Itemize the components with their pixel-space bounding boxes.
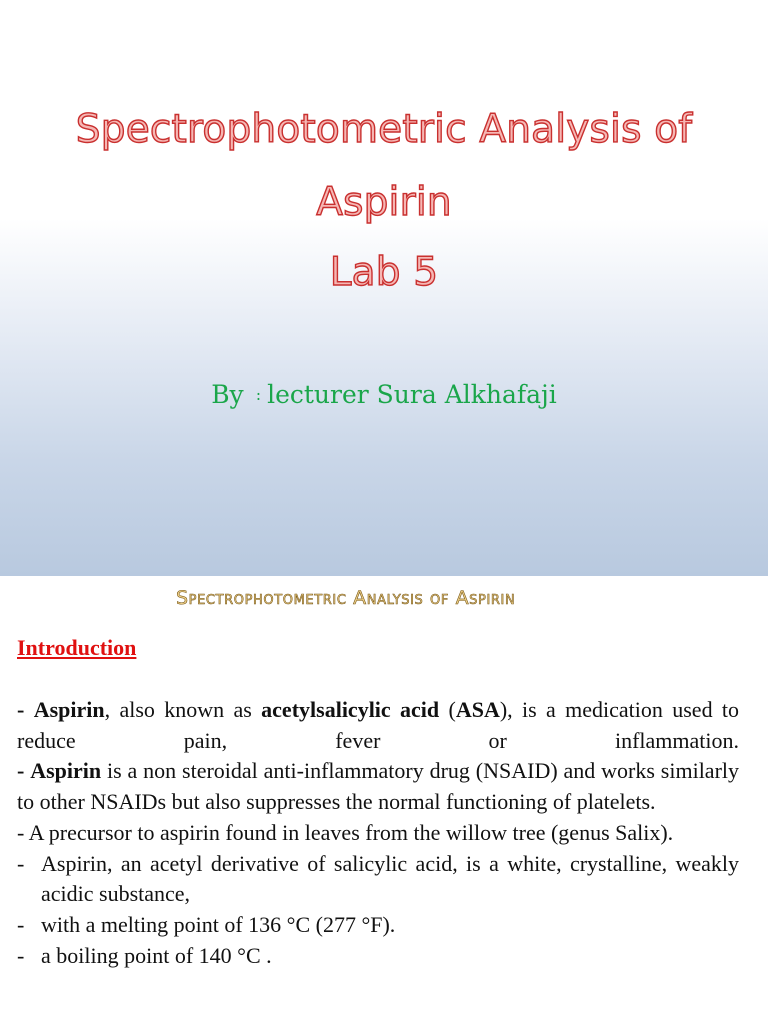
bullet-dash: - xyxy=(17,850,25,876)
bullet-text: with a melting point of 136 °C (277 °F). xyxy=(41,911,396,937)
bullet-item xyxy=(17,910,739,941)
paragraph-text: ), is a medication used to reduce pain, fever or inflammation. xyxy=(17,697,740,753)
slide-title: Spectrophotometric Analysis of Aspirin xyxy=(176,587,516,609)
slide-body xyxy=(17,695,739,971)
author-byline xyxy=(0,380,768,409)
paragraph-aspirin-definition xyxy=(17,695,739,756)
paragraph-precursor: - A precursor to aspirin found in leaves from the willow tree (genus Salix). xyxy=(17,819,674,845)
paragraph-nsaid xyxy=(17,756,739,817)
paragraph-text: , also known as xyxy=(104,697,252,722)
title-line-1: Spectrophotometric Analysis of xyxy=(75,107,693,152)
paragraph-dash: - xyxy=(17,758,25,784)
bullet-item xyxy=(17,941,739,972)
byline-colon: : xyxy=(255,385,262,404)
title-line-3: Lab 5 xyxy=(329,250,439,295)
term-aspirin: Aspirin xyxy=(33,697,105,722)
term-acetylsalicylic-acid: acetylsalicylic acid xyxy=(261,697,440,722)
by-label: By xyxy=(211,380,244,409)
introduction-slide xyxy=(0,576,768,1024)
term-asa: ASA xyxy=(455,697,500,722)
section-heading: Introduction xyxy=(17,635,137,660)
term-aspirin: Aspirin xyxy=(30,758,102,784)
bullet-item xyxy=(17,849,739,910)
paragraph-dash: - xyxy=(17,697,25,722)
title-line-2: Aspirin xyxy=(316,180,452,225)
bullet-dash: - xyxy=(17,942,25,968)
bullet-dash: - xyxy=(17,911,25,937)
bullet-text: Aspirin, an acetyl derivative of salicylic acid, is a white, crystalline, weakly acidic substance, xyxy=(41,850,739,907)
paragraph-text: is a non steroidal anti-inflammatory drug (NSAID) and works similarly to other NSAIDs but also suppresses the normal functioning of platelets. xyxy=(17,758,740,815)
paragraph-text: ( xyxy=(448,697,456,722)
author-name: lecturer Sura Alkhafaji xyxy=(267,380,557,409)
bullet-text: a boiling point of 140 °C . xyxy=(41,942,272,968)
